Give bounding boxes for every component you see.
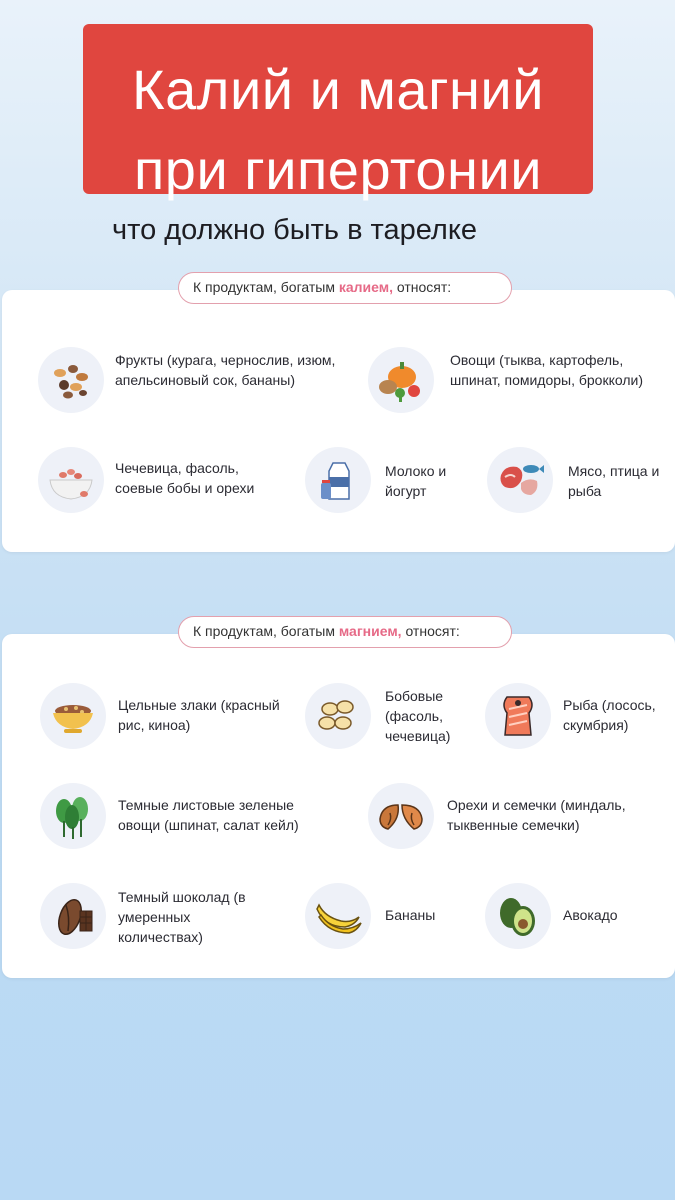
magnesium-item-beans-label: Бобовые (фасоль, чечевица)	[385, 688, 451, 744]
beans-icon	[305, 683, 371, 749]
potassium-header-prefix: К продуктам, богатым	[193, 279, 335, 295]
potassium-header-suffix: относят:	[396, 279, 452, 295]
title-banner	[83, 24, 593, 201]
vegetables-icon	[368, 347, 434, 413]
magnesium-header-prefix: К продуктам, богатым	[193, 623, 335, 639]
leafy-greens-icon	[40, 783, 106, 849]
meat-fish-icon	[487, 447, 553, 513]
banana-icon	[305, 883, 371, 949]
title-line-2: при гипертонии	[133, 138, 543, 201]
magnesium-item-greens-label: Темные листовые зеленые овощи (шпинат, салат кейл)	[118, 797, 299, 833]
potassium-item-legumes-label: Чечевица, фасоль, соевые бобы и орехи	[115, 460, 255, 496]
magnesium-item-avocado-label: Авокадо	[563, 907, 618, 923]
salmon-icon	[485, 683, 551, 749]
magnesium-item-nuts-label: Орехи и семечки (миндаль, тыквенные семечки)	[447, 797, 626, 833]
chocolate-icon	[40, 883, 106, 949]
avocado-icon	[485, 883, 551, 949]
potassium-item-vegetables-label: Овощи (тыква, картофель, шпинат, помидоры, брокколи)	[450, 352, 644, 388]
milk-icon	[305, 447, 371, 513]
magnesium-item-fish-label: Рыба (лосось, скумбрия)	[563, 697, 656, 733]
potassium-item-milk-label: Молоко и йогурт	[385, 463, 447, 499]
subtitle: что должно быть в тарелке	[112, 214, 477, 246]
magnesium-item-grains-label: Цельные злаки (красный рис, киноа)	[118, 697, 280, 733]
magnesium-item-banana-label: Бананы	[385, 907, 436, 923]
potassium-header	[178, 272, 512, 304]
nuts-icon	[368, 783, 434, 849]
magnesium-item-chocolate-label: Темный шоколад (в умеренных количествах)	[118, 889, 246, 945]
magnesium-header	[178, 616, 512, 648]
potassium-item-meat-label: Мясо, птица и рыба	[568, 463, 660, 499]
dried-fruits-icon	[38, 347, 104, 413]
lentils-bowl-icon	[38, 447, 104, 513]
potassium-header-accent: калием,	[338, 279, 393, 295]
potassium-item-fruits-label: Фрукты (курага, чернослив, изюм, апельсиновый сок, бананы)	[115, 352, 336, 388]
grain-bowl-icon	[40, 683, 106, 749]
magnesium-header-suffix: относят:	[405, 623, 460, 639]
title-line-1: Калий и магний	[132, 58, 544, 121]
magnesium-header-accent: магнием,	[338, 623, 402, 639]
